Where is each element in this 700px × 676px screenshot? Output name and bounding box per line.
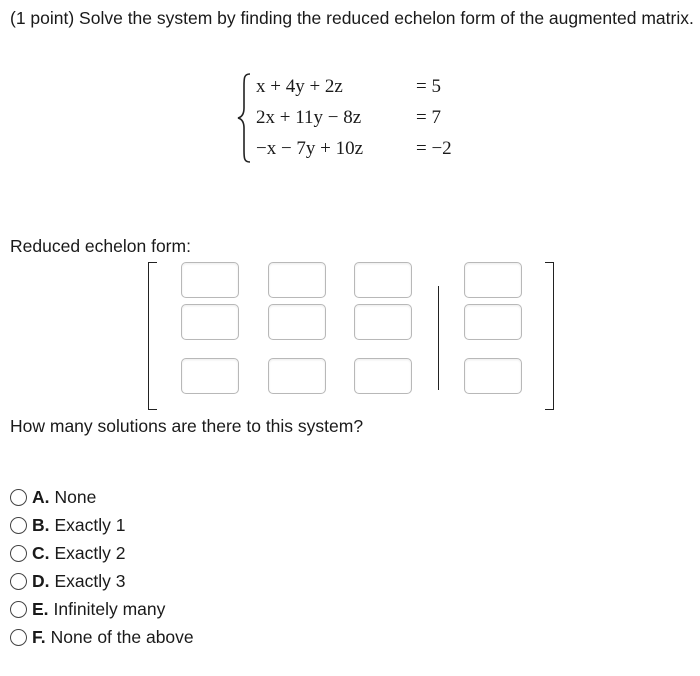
matrix-cell-r2-c2[interactable] — [268, 304, 326, 340]
option-letter: C. — [32, 543, 50, 563]
matrix-cell-r1-c3[interactable] — [354, 262, 412, 298]
matrix-cell-r1-c1[interactable] — [181, 262, 239, 298]
equation-lhs: −x − 7y + 10z — [256, 138, 364, 159]
matrix-cell-r1-c4[interactable] — [464, 262, 522, 298]
augmented-matrix — [148, 262, 554, 410]
option-letter: E. — [32, 599, 49, 619]
left-brace — [236, 72, 252, 164]
matrix-cell-r2-c1[interactable] — [181, 304, 239, 340]
equation-lhs: x + 4y + 2z — [256, 76, 343, 97]
option-c[interactable] — [10, 540, 126, 566]
equation-system — [236, 72, 496, 164]
option-f[interactable] — [10, 624, 194, 650]
option-label: None of the above — [50, 627, 194, 647]
matrix-cell-r2-c3[interactable] — [354, 304, 412, 340]
augmented-divider — [438, 286, 439, 390]
question-text: (1 point) Solve the system by finding the reduced echelon form of the augmented matrix. — [10, 8, 694, 28]
solutions-question: How many solutions are there to this system? — [10, 416, 364, 436]
reduced-echelon-label: Reduced echelon form: — [10, 236, 191, 256]
matrix-left-bracket — [148, 262, 157, 410]
radio-button[interactable] — [10, 489, 27, 506]
option-label: Exactly 3 — [54, 571, 126, 591]
option-e[interactable] — [10, 596, 165, 622]
matrix-cell-r1-c2[interactable] — [268, 262, 326, 298]
matrix-cell-r3-c4[interactable] — [464, 358, 522, 394]
option-label: Infinitely many — [53, 599, 166, 619]
equation-rhs: = −2 — [416, 138, 452, 159]
option-letter: D. — [32, 571, 50, 591]
option-letter: A. — [32, 487, 50, 507]
option-b[interactable] — [10, 512, 126, 538]
matrix-right-bracket — [545, 262, 554, 410]
radio-button[interactable] — [10, 517, 27, 534]
option-a[interactable] — [10, 484, 96, 510]
radio-button[interactable] — [10, 629, 27, 646]
equation-rhs: = 5 — [416, 76, 441, 97]
radio-button[interactable] — [10, 573, 27, 590]
equation-lhs: 2x + 11y − 8z — [256, 107, 362, 128]
option-letter: F. — [32, 627, 46, 647]
option-label: Exactly 2 — [54, 543, 126, 563]
matrix-cell-r3-c3[interactable] — [354, 358, 412, 394]
option-label: None — [54, 487, 97, 507]
radio-button[interactable] — [10, 545, 27, 562]
option-d[interactable] — [10, 568, 126, 594]
equation-rhs: = 7 — [416, 107, 441, 128]
radio-button[interactable] — [10, 601, 27, 618]
matrix-cell-r2-c4[interactable] — [464, 304, 522, 340]
option-label: Exactly 1 — [54, 515, 126, 535]
matrix-cell-r3-c1[interactable] — [181, 358, 239, 394]
option-letter: B. — [32, 515, 50, 535]
matrix-cell-r3-c2[interactable] — [268, 358, 326, 394]
